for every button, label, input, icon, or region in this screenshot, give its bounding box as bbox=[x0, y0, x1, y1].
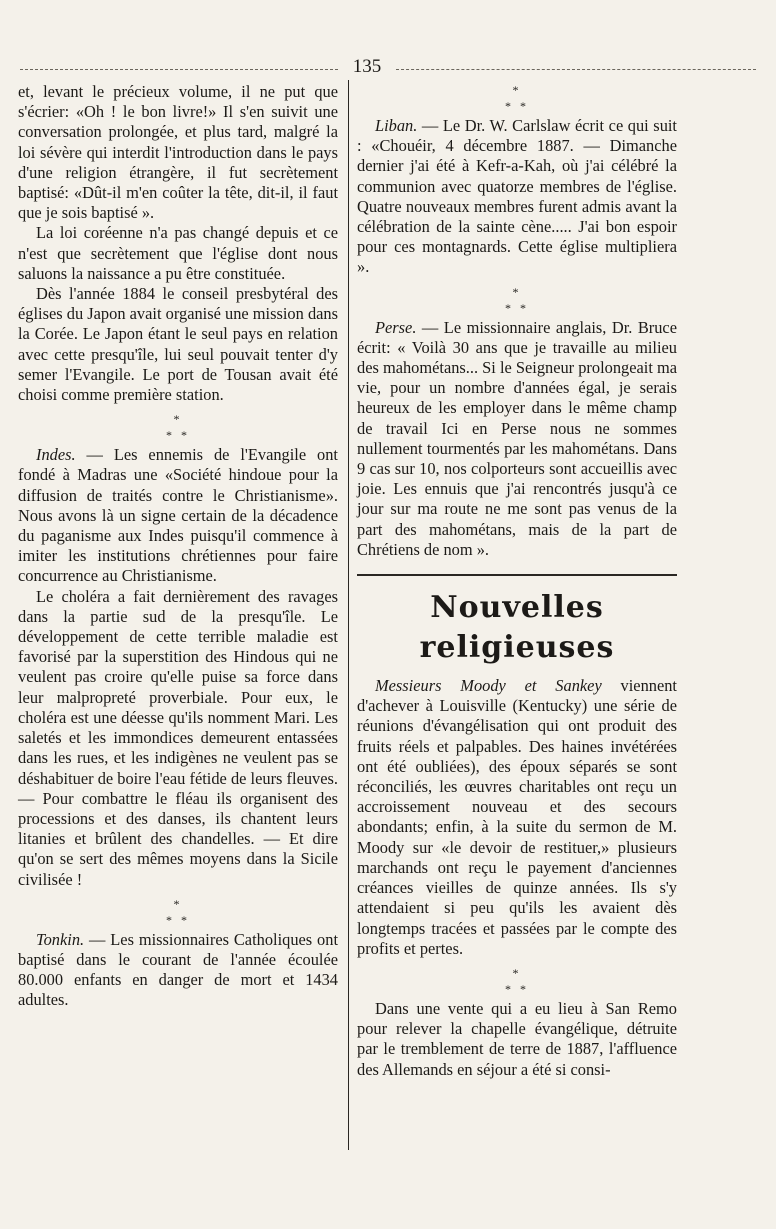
separator-asterism: * * * bbox=[505, 284, 529, 315]
separator-asterism: * * * bbox=[505, 965, 529, 996]
news-lead-tonkin: Tonkin. bbox=[36, 929, 85, 949]
news-body-indes: — Les ennemis de l'Evangile ont fondé à Madras une «Société hindoue pour la diffusion de traités contre le Christianisme». Nous avons là un signe certain de la décadence du paganisme aux Indes puisqu'il commence à imiter les institutions chrétiennes pour faire concurrence au Christianisme. bbox=[18, 445, 338, 586]
section-divider bbox=[357, 574, 677, 576]
news-lead-liban: Liban. bbox=[375, 116, 418, 135]
news-tonkin bbox=[18, 930, 338, 1011]
section-title: Nouvelles religieuses bbox=[419, 590, 615, 666]
news-body-tonkin: — Les missionnaires Catholiques ont baptisé dans le courant de l'année écoulée 80.000 enfants en danger de mort et 1434 adultes. bbox=[18, 929, 338, 1010]
paragraph-korea-conversion: et, levant le précieux volume, il ne put que s'écrier: «Oh ! le bon livre!» Il s'en suivit une conversation prolongée, et plus tard, malgré la loi sévère qui interdit l'introduction dans le pays d'une religion étrangère, il fut secrètement baptisé: «Dût-il m'en coûter la tête, dit-il, il faut que je sois baptisé ». bbox=[18, 82, 338, 223]
left-column bbox=[18, 82, 338, 1011]
news-lead-moody-sankey: Messieurs Moody et Sankey bbox=[375, 676, 602, 696]
separator-asterism: * * * bbox=[166, 412, 190, 443]
separator-asterism: * * * bbox=[166, 896, 190, 927]
news-body-liban: — Le Dr. W. Carlslaw écrit ce qui suit : «Chouéir, 4 décembre 1887. — Dimanche dernier j'ai été à Kefr-a-Kah, où j'ai célébré la communion avec quatorze membres de l'église. Quatre nouveaux membres furent admis avant la célébration de la sainte cène..... J'ai bon espoir pour ces montagnards. Cette église multipliera ». bbox=[357, 116, 677, 277]
news-indes bbox=[18, 445, 338, 586]
news-perse bbox=[357, 318, 677, 560]
news-body-moody-sankey: viennent d'achever à Louisville (Kentucky) une série de réunions d'évangélisation qui ont produit des fruits réels et palpables. Des haines invétérées ont été oubliées), des époux séparés se sont réconciliés, les œuvres charitables ont reçu un accroissement nouveau et des secours abondants; enfin, à la suite du sermon de M. Moody sur «le devoir de restituer,» plusieurs marchands ont reçu le payement d'anciennes créances vieilles de quinze années. Ils s'y attendaient si peu qu'ils les avaient dès longtemps tracées et passées par le compte des profits et pertes. bbox=[357, 676, 677, 958]
paragraph-korea-law: La loi coréenne n'a pas changé depuis et ce n'est que secrètement que l'église dont nous saluons la naissance a pu être constituée. bbox=[18, 223, 338, 283]
column-divider bbox=[348, 80, 349, 1150]
news-liban bbox=[357, 116, 677, 278]
news-san-remo: Dans une vente qui a eu lieu à San Remo pour relever la chapelle évangélique, détruite par le tremblement de terre de 1887, l'affluence des Allemands en séjour a été si consi- bbox=[357, 998, 677, 1079]
separator-asterism: * * * bbox=[505, 83, 529, 113]
news-body-perse: — Le missionnaire anglais, Dr. Bruce écrit: « Voilà 30 ans que je travaille au milieu des mahométans... Si le Seigneur prolongeait ma vie, pour un nombre d'années égal, je serais heureux de les employer dans le même champ de travail Ici en Perse nous ne sommes nullement tourmentés par les mahométans. Dans 9 cas sur 10, nos colporteurs sont accueillis avec joie. Les ennuis que j'ai rencontrés jusqu'à ce jour sur ma route ne me sont pas venus de la part des mahométans, mais de la part de Chrétiens de nom ». bbox=[357, 317, 678, 559]
page-header bbox=[20, 56, 756, 78]
paragraph-japan-mission: Dès l'année 1884 le conseil presbytéral des églises du Japon avait organisé une mission dans la Corée. Le Japon étant le seul pays en relation avec cette presqu'île, lui seul pouvait tenter d'y semer l'Evangile. Le port de Tousan avait été choisi comme première station. bbox=[18, 284, 338, 405]
header-rule-right bbox=[396, 69, 756, 70]
news-lead-perse: Perse. bbox=[375, 317, 417, 337]
news-lead-indes: Indes. bbox=[36, 445, 76, 465]
right-column bbox=[357, 82, 677, 1080]
page-number: 135 bbox=[352, 56, 382, 77]
header-rule-left bbox=[20, 69, 338, 70]
news-moody-sankey bbox=[357, 676, 677, 959]
paragraph-cholera: Le choléra a fait dernièrement des ravages dans la partie sud de la presqu'île. Le développement de cette terrible maladie est favorisé par la superstition des Hindous qui ne veulent pas croire qu'elle puise sa force dans leur malpropreté proverbiale. Pour eux, le choléra est une déesse qu'ils nomment Mari. Les saletés et les immondices demeurent entassées dans les rues, et les indigènes ne veulent pas se déshabituer de boire l'eau fétide de leurs fleuves. — Pour combattre le fléau ils organisent des processions et des danses, ils chantent leurs litanies et brûlent des chandelles. — Et dire qu'on se sert des mêmes moyens dans la Sicile civilisée ! bbox=[18, 586, 338, 889]
